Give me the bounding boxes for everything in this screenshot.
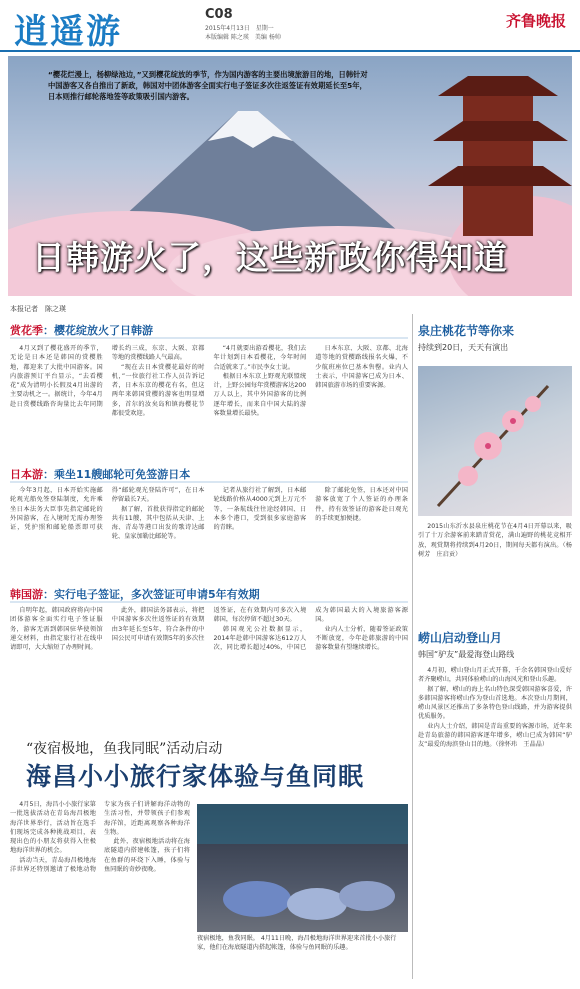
sidebar-subtitle-laoshan: 韩国“驴友”最爱海登山路线 bbox=[418, 650, 515, 659]
peach-blossom-photo bbox=[418, 366, 572, 516]
sidebar-body-laoshan: 4月初，崂山登山月正式开幕，千余名韩国登山爱好者齐聚崂山，共同体验崂山的山海风光和登山乐趣。 据了解，崂山的海上名山特色深受韩国游客喜爱，许多韩国游客将崂山作为登山首选地。本次登山月期间，崂山风景区还推出了多条特色登山线路，并为游客提供优质服务。 业内人士介绍，韩国是青岛重要的客源市场，近年来赴青岛旅游的韩国游客逐年增多，崂山已成为韩国“驴友”最爱的海滨登山目的地。（徐怀玮 王晶晶） bbox=[418, 667, 572, 749]
sidebar-title-peach: 泉庄桃花节等你来 bbox=[418, 324, 515, 338]
section-divider bbox=[10, 601, 408, 603]
section-divider bbox=[10, 481, 408, 483]
section-body-korea: 自明年起，韩国政府将向中国团体游客全面实行电子签证服务，游客无需到韩国驻华使领馆递交材料，由指定旅行社在线申请即可，大大缩短了办理时间。 此外，韩国法务部表示，将把中国游客多次往返签证的有效期由3年延长至5年，符合条件的中国公民可申请有效期5年的多次往返签证，在有效期内可多次入境韩国，每次停留不超过30天。 韩国观光公社数据显示，2014年赴韩中国游客达612万人次，同比增长超过40%，中国已成为韩国最大的入境旅游客源国。 业内人士分析，随着签证政策不断放宽，今年赴韩旅游的中国游客数量有望继续增长。 bbox=[10, 607, 408, 652]
newspaper-logo: 齐鲁晚报 bbox=[505, 12, 566, 30]
section-heading-korea: 韩国游：实行电子签证，多次签证可申请5年有效期 bbox=[10, 588, 260, 601]
page-number: C08 bbox=[205, 7, 233, 22]
section-body-flowers: 4月又到了樱花盛开的季节，无论是日本还是韩国的赏樱胜地，都迎来了大批中国游客。国内旅游预订平台显示，“去看樱花”成为清明小长假及4月出游的主要动机之一。据统计，今年4月赴日赏樱线路咨询量比去年同期增长约三成，东京、大阪、京都等地的赏樱线路人气最高。 “现在去日本赏樱花最好的时机，”一位旅行社工作人员告诉记者，日本东京的樱花有名，但这两年来韩国赏樱的游客也明显增多，首尔的汝矣岛和镇海樱花节都很受欢迎。 “4月就要出游看樱花，我们去年计划到日本看樱花，今年时间合适就来了。”市民李女士说。 根据日本东京上野观光联盟统计，上野公园每年赏樱游客达200万人以上，其中外国游客的比例逐年增长，而来自中国大陆的游客数量增长最快。 日本东京、大阪、京都、北海道等地的赏樱路线报名火爆，不少航班座位已基本售罄。业内人士表示，中国游客已成为日本、韩国旅游市场的重要客源。 bbox=[10, 345, 408, 418]
hero-intro: “樱花烂漫上，杨柳绿池边，”又到樱花绽放的季节，作为国内游客的主要出境旅游目的地，日韩针对中国游客又各自推出了新政，韩国对中团体游客全面实行电子签证多次往返签证有效期延长至5年，日本则推行邮轮落地签等政策吸引国内游客。 bbox=[48, 70, 368, 101]
sidebar-caption-peach: 2015山东沂水县泉庄桃花节在4月4日开幕以来，吸引了十万余游客前来踏青赏花，满山遍野的桃花竞相开放，观赏期将持续到4月20日，期间每天都有演出。（杨树芳 庄启贡） bbox=[418, 523, 572, 558]
section-divider bbox=[10, 337, 408, 339]
sidebar-title-laoshan: 崂山启动登山月 bbox=[418, 631, 503, 645]
photo-caption: 夜宿极地，鱼我同眠。 4月11日晚，海昌极地海洋世界迎来首批小小旅行家，他们在海底隧道内搭起帐篷，体验与鱼同眠的乐趣。 bbox=[197, 935, 397, 952]
hero-photo bbox=[8, 56, 572, 296]
section-body-japan: 今年3月起，日本开始实施邮轮观光船免签登陆制度，允许乘坐日本法务大臣事先指定邮轮的外国游客，在入境时无需办理签证，凭护照和邮轮船票即可获得“邮轮观光登陆许可”，在日本停留最长7天。 据了解，首批获得指定的邮轮共有11艘，其中包括从天津、上海、青岛等港口出发的歌诗达邮轮、皇家加勒比邮轮等。 记者从旅行社了解到，日本邮轮线路价格从4000元到上万元不等，一条航线往往途经韩国、日本多个港口，受到很多家庭游客的青睐。 除了邮轮免签，日本还对中国游客放宽了个人签证的办理条件，持有效签证的游客赴日观光的手续更加便捷。 bbox=[10, 487, 408, 541]
section-heading-japan: 日本游：乘坐11艘邮轮可免签游日本 bbox=[10, 468, 191, 481]
bottom-body: 4月5日，海昌小小旅行家第一批选拔活动在青岛海昌极地海洋世界举行，活动旨在选手们现场完成各种挑战项目，表现出色的小朋友将获得入住极地海洋世界的机会。 活动当天，青岛海昌极地海洋世界还特别邀请了极地动物专家为孩子们讲解海洋动物的生活习性，并带领孩子们参观海洋馆，近距离观察各种海洋生物。 此外，夜宿极地活动将在海底隧道内搭建帐篷，孩子们将在鱼群的环绕下入睡，体验与鱼同眠的奇妙夜晚。 bbox=[10, 801, 190, 874]
masthead bbox=[0, 0, 580, 52]
blossom-illustration bbox=[418, 366, 572, 516]
column-divider bbox=[412, 314, 413, 979]
sidebar-subtitle-peach: 持续到20日，天天有演出 bbox=[418, 343, 509, 352]
bottom-kicker: “夜宿极地，鱼我同眠”活动启动 bbox=[26, 741, 223, 757]
section-heading-flowers: 赏花季：樱花绽放火了日韩游 bbox=[10, 324, 153, 337]
tent-illustration bbox=[197, 804, 408, 932]
page-headline: 日韩游火了，这些新政你得知道 bbox=[32, 238, 508, 277]
byline: 本报记者 陈之瑛 bbox=[10, 305, 66, 313]
bottom-headline: 海昌小小旅行家体验与鱼同眠 bbox=[26, 762, 365, 791]
aquarium-tent-photo bbox=[197, 804, 408, 932]
date-line: 2015年4月13日 星期一 本版编辑 陈之瑛 美编 杨帅 bbox=[205, 25, 281, 41]
section-logo: 逍遥游 bbox=[14, 12, 122, 52]
